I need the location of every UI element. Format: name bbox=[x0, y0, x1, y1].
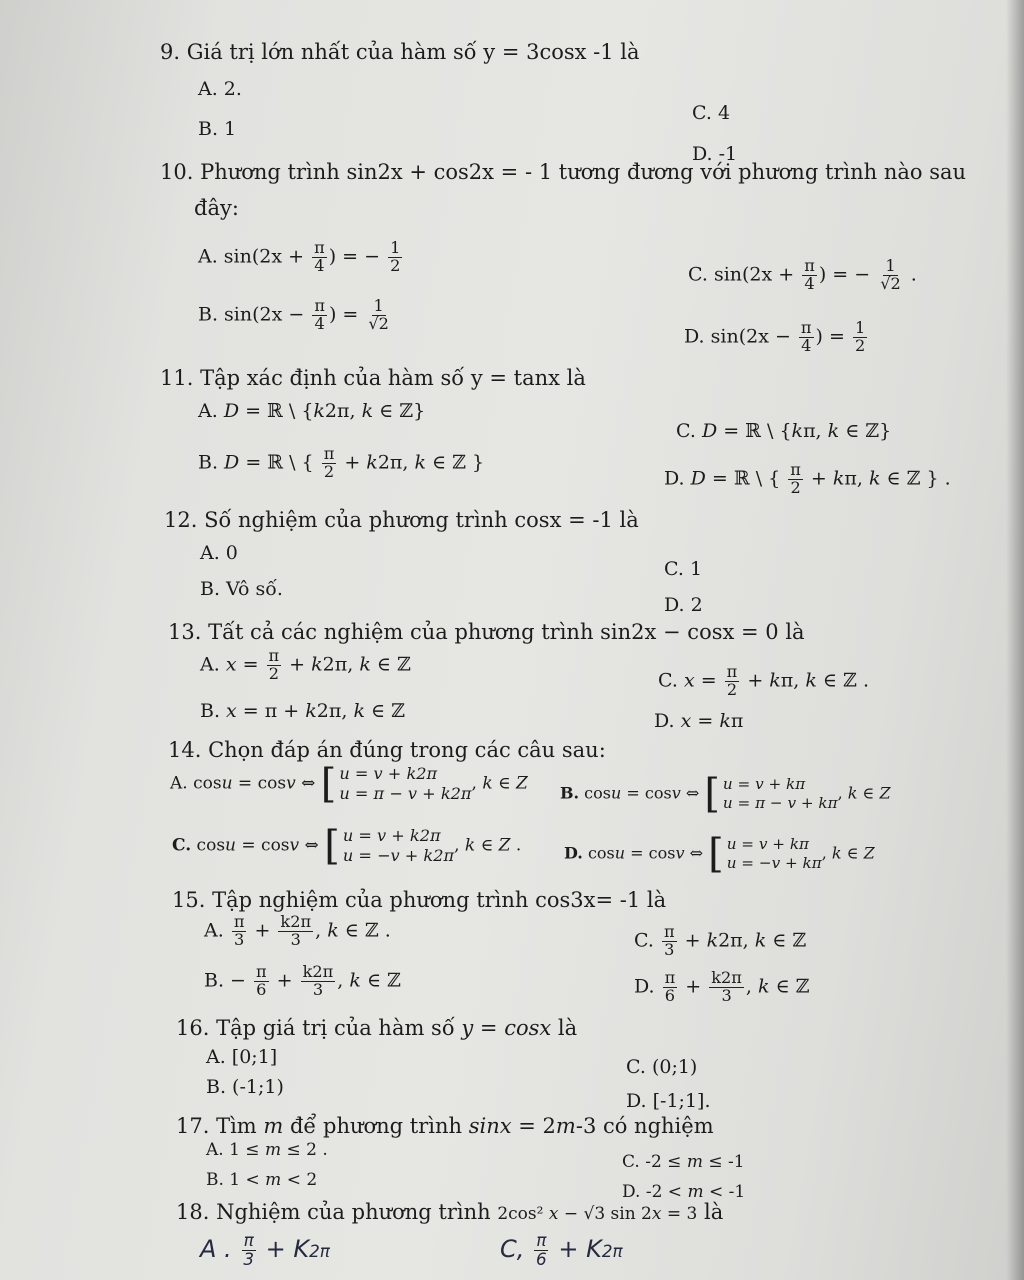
q11-option-c: C. D = ℝ \ {kπ, k ∈ ℤ} bbox=[676, 420, 892, 442]
q17-option-b: B. 1 < m < 2 bbox=[206, 1170, 318, 1190]
question-16-stem: 16. Tập giá trị của hàm số y = cosx là bbox=[176, 1016, 578, 1040]
q16-option-d: D. [-1;1]. bbox=[626, 1090, 711, 1112]
q17-option-c: C. -2 ≤ m ≤ -1 bbox=[622, 1152, 745, 1172]
q18-handwritten-option-c: C, $\frac{\pi}{6}$ + K2π bbox=[500, 1230, 623, 1269]
q14-option-a: A. cosu = cosv ⇔ [ u = v + k2π u = π − v + k2π , k ∈ Z bbox=[170, 761, 528, 808]
question-17-stem: 17. Tìm m để phương trình sinx = 2m-3 có nghiệm bbox=[176, 1114, 714, 1138]
q11-option-b: B. D = ℝ \ { $\frac{\pi}{2}$ + k2π, k ∈ ℤ } bbox=[198, 444, 485, 481]
q9-option-d: D. -1 bbox=[692, 143, 738, 165]
q9-option-c: C. 4 bbox=[692, 102, 731, 124]
q11-option-d: D. D = ℝ \ { $\frac{\pi}{2}$ + kπ, k ∈ ℤ } . bbox=[664, 460, 951, 497]
q14-option-d: D. cosu = cosv ⇔ [ u = v + kπ u = −v + kπ , k ∈ Z bbox=[564, 831, 875, 877]
question-11-stem: 11. Tập xác định của hàm số y = tanx là bbox=[160, 366, 586, 390]
question-9-stem: 9. Giá trị lớn nhất của hàm số y = 3cosx -1 là bbox=[160, 40, 640, 64]
question-14-stem: 14. Chọn đáp án đúng trong các câu sau: bbox=[168, 738, 606, 762]
q17-option-a: A. 1 ≤ m ≤ 2 . bbox=[206, 1140, 328, 1160]
q9-option-b: B. 1 bbox=[198, 118, 237, 140]
question-18-stem: 18. Nghiệm của phương trình 2cos² x − √3 sin 2x = 3 là bbox=[176, 1200, 724, 1224]
q10-option-d: D. sin(2x − $\frac{\pi}{4}$ ) = $\frac{1}{2}$ bbox=[684, 318, 866, 355]
q12-option-b: B. Vô số. bbox=[200, 578, 283, 600]
q13-option-a: A. x = $\frac{\pi}{2}$ + k2π, k ∈ ℤ bbox=[200, 646, 411, 683]
q10-option-c: C. sin(2x + $\frac{\pi}{4}$ ) = − $\frac{1}{√2}$ . bbox=[688, 256, 917, 293]
q12-option-a: A. 0 bbox=[200, 542, 238, 564]
q15-option-c: C. $\frac{\pi}{3}$ + k2π, k ∈ ℤ bbox=[634, 922, 807, 959]
q9-option-a: A. 2. bbox=[198, 78, 242, 100]
q16-option-b: B. (-1;1) bbox=[206, 1076, 284, 1098]
question-12-stem: 12. Số nghiệm của phương trình cosx = -1 là bbox=[164, 508, 639, 532]
q10-option-a: A. sin(2x + $\frac{\pi}{4}$ ) = − $\frac{1}{2}$ bbox=[198, 238, 401, 275]
q15-option-b: B. − $\frac{\pi}{6}$ + $\frac{k2\pi}{3}$ , k ∈ ℤ bbox=[204, 962, 401, 999]
question-10-stem-cont: đây: bbox=[194, 196, 239, 220]
q12-option-c: C. 1 bbox=[664, 558, 703, 580]
q11-option-a: A. D = ℝ \ {k2π, k ∈ ℤ} bbox=[198, 400, 426, 422]
q18-handwritten-option-a: A . $\frac{\pi}{3}$ + K2π bbox=[200, 1230, 330, 1269]
q13-option-b: B. x = π + k2π, k ∈ ℤ bbox=[200, 700, 405, 722]
q14-option-b: B. cosu = cosv ⇔ [ u = v + kπ u = π − v + kπ , k ∈ Z bbox=[560, 771, 891, 817]
q13-option-c: C. x = $\frac{\pi}{2}$ + kπ, k ∈ ℤ . bbox=[658, 662, 869, 699]
q13-option-d: D. x = kπ bbox=[654, 710, 744, 732]
q15-option-a: A. $\frac{\pi}{3}$ + $\frac{k2\pi}{3}$ , k ∈ ℤ . bbox=[204, 912, 391, 949]
q10-option-b: B. sin(2x − $\frac{\pi}{4}$ ) = $\frac{1}{√2}$ bbox=[198, 296, 389, 333]
question-10-stem: 10. Phương trình sin2x + cos2x = - 1 tương đương với phương trình nào sau bbox=[160, 160, 967, 184]
q14-option-c: C. cosu = cosv ⇔ [ u = v + k2π u = −v + k2π , k ∈ Z . bbox=[172, 823, 522, 870]
q16-option-c: C. (0;1) bbox=[626, 1056, 698, 1078]
page-edge-shadow bbox=[1006, 0, 1024, 1280]
question-13-stem: 13. Tất cả các nghiệm của phương trình sin2x − cosx = 0 là bbox=[168, 620, 805, 644]
q17-option-d: D. -2 < m < -1 bbox=[622, 1182, 746, 1202]
q16-option-a: A. [0;1] bbox=[206, 1046, 278, 1068]
question-15-stem: 15. Tập nghiệm của phương trình cos3x= -1 là bbox=[172, 888, 667, 912]
q15-option-d: D. $\frac{\pi}{6}$ + $\frac{k2\pi}{3}$ , k ∈ ℤ bbox=[634, 968, 810, 1005]
q12-option-d: D. 2 bbox=[664, 594, 703, 616]
